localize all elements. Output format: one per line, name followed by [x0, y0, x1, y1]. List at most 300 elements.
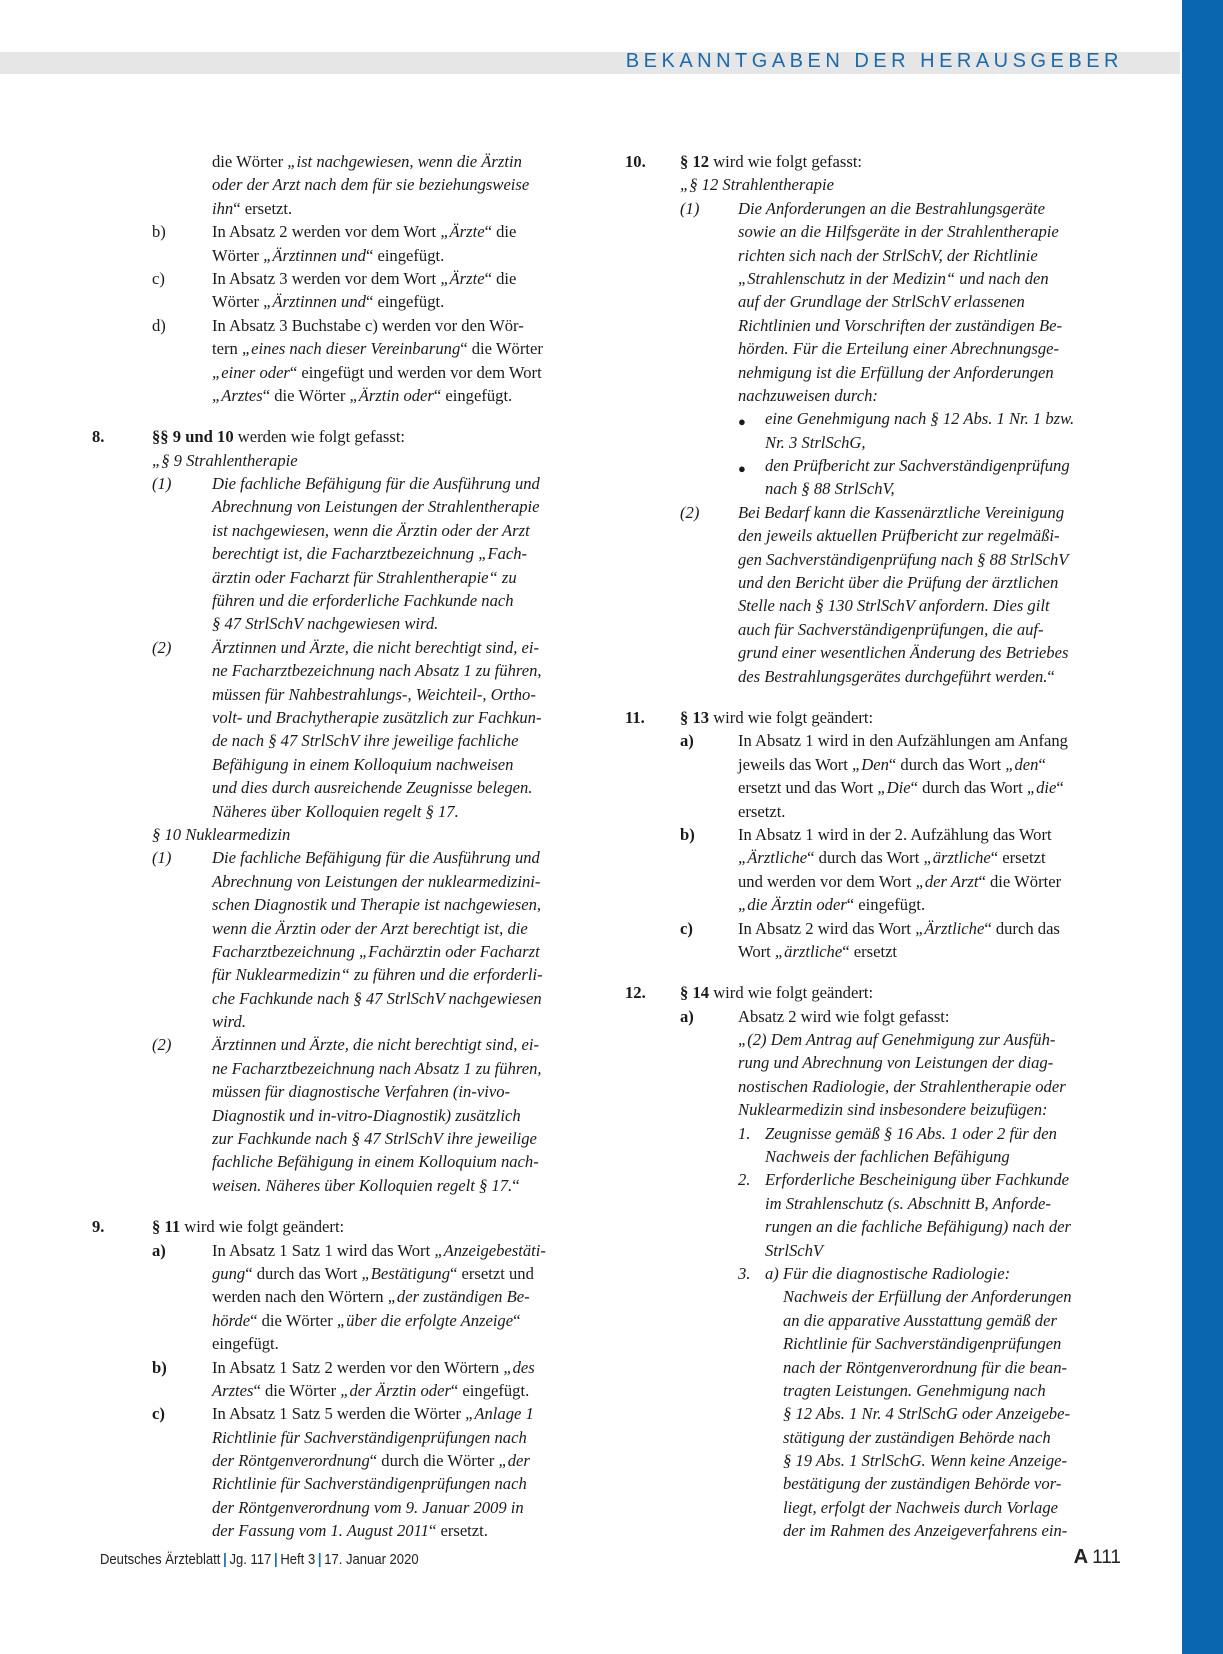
text-run: Richtlinien und Vorschriften der zuständigen Be-	[738, 315, 1062, 335]
text-run: bestätigung der zuständigen Behörde vor-	[783, 1474, 1062, 1494]
text-run: volt- und Brachytherapie zusätzlich zur Fachkun-	[212, 707, 542, 727]
text-line	[92, 729, 604, 752]
line-text	[738, 384, 878, 407]
line-text	[212, 1449, 530, 1472]
text-run: der im Rahmen des Anzeigeverfahrens ein-	[783, 1521, 1068, 1541]
text-run: “ ersetzt	[842, 941, 898, 961]
line-text	[212, 384, 512, 407]
text-run: berechtigt ist, die Facharztbezeichnung „Fach-	[212, 544, 528, 564]
line-text	[738, 1098, 1048, 1121]
line-text	[152, 823, 290, 846]
line-text	[783, 1332, 1061, 1355]
text-line	[92, 1472, 604, 1495]
text-run: Zeugnisse gemäß § 16 Abs. 1 oder 2 für den	[765, 1123, 1057, 1143]
line-text	[738, 501, 1064, 524]
line-text	[212, 706, 542, 729]
text-line	[92, 1496, 604, 1519]
line-text	[212, 589, 514, 612]
text-run: ersetzt.	[738, 801, 786, 821]
text-run: rung und Abrechnung von Leistungen der diag-	[738, 1053, 1054, 1073]
text-run: Näheres über Kolloquien regelt § 17.	[212, 801, 459, 821]
text-run: nach der Röntgenverordnung für die bean-	[783, 1357, 1068, 1377]
line-text	[212, 1356, 535, 1379]
text-run: § 11	[152, 1217, 181, 1237]
text-run: wird wie folgt gefasst:	[709, 152, 863, 171]
line-text	[212, 1285, 530, 1308]
text-line	[625, 501, 1137, 524]
text-run: wird wie folgt geändert:	[709, 707, 874, 727]
line-text	[212, 495, 540, 518]
text-line	[92, 1127, 604, 1150]
list-marker: (1)	[152, 848, 172, 868]
text-line	[625, 940, 1137, 963]
line-text	[212, 1150, 539, 1173]
text-line	[92, 1262, 604, 1285]
line-text	[212, 542, 527, 565]
text-line	[625, 1005, 1137, 1028]
text-run: “ durch das Wort	[888, 754, 1006, 774]
line-text	[738, 571, 1058, 594]
line-text	[212, 893, 541, 916]
separator: |	[317, 1552, 322, 1568]
text-line	[625, 981, 1137, 1004]
section-title: BEKANNTGABEN DER HERAUSGEBER	[625, 50, 1123, 72]
line-text	[212, 519, 530, 542]
list-marker: 12.	[625, 983, 646, 1003]
list-marker: c)	[680, 918, 693, 938]
text-run: In Absatz 1 wird in den Aufzählungen am Anfang	[738, 731, 1068, 751]
line-text	[212, 846, 540, 869]
text-run: fachliche Befähigung in einem Kolloquium nach-	[212, 1152, 539, 1172]
text-run: “	[512, 1175, 520, 1195]
text-line	[625, 197, 1137, 220]
line-text	[738, 314, 1062, 337]
text-run: für Nuklearmedizin“ zu führen und die erforderli-	[212, 965, 543, 985]
text-line	[625, 524, 1137, 547]
text-run: gung	[212, 1263, 246, 1283]
line-text	[738, 361, 1054, 384]
line-text	[738, 665, 1055, 688]
list-marker: (2)	[152, 1035, 172, 1055]
text-line	[625, 384, 1137, 407]
text-line	[625, 893, 1137, 916]
text-run: “ durch das Wort	[910, 778, 1027, 798]
line-text	[783, 1449, 1067, 1472]
line-text	[212, 729, 518, 752]
line-text	[212, 987, 542, 1010]
list-marker: (1)	[680, 198, 700, 218]
text-run: In Absatz 3 Buchstabe c) werden vor den Wör-	[212, 315, 524, 335]
line-text	[738, 337, 1059, 360]
text-run: “	[1038, 754, 1046, 774]
text-line	[92, 1215, 604, 1238]
text-run: auch für Sachverständigenprüfungen, die auf-	[738, 619, 1044, 639]
text-line	[92, 636, 604, 659]
line-text	[738, 524, 1060, 547]
text-run: Richtlinie für Sachverständigenprüfungen nach	[212, 1427, 527, 1447]
line-text	[680, 150, 862, 173]
line-text	[738, 823, 1052, 846]
text-run: de nach § 47 StrlSchV ihre jeweilige fachliche	[212, 731, 519, 751]
line-text	[212, 290, 444, 313]
line-text	[212, 1104, 521, 1127]
text-run: nachzuweisen durch:	[738, 385, 878, 405]
text-line	[625, 1379, 1137, 1402]
line-text	[212, 1010, 246, 1033]
line-text	[212, 173, 529, 196]
text-run: nehmigung ist die Erfüllung der Anforderungen	[738, 362, 1054, 382]
separator: |	[274, 1552, 278, 1568]
separator: |	[223, 1552, 227, 1568]
text-line	[625, 150, 1137, 173]
text-line	[92, 519, 604, 542]
line-text	[783, 1356, 1067, 1379]
line-text	[783, 1519, 1067, 1542]
text-run: “ ersetzt und	[450, 1263, 534, 1283]
list-marker: 2.	[738, 1170, 751, 1190]
text-run: „Ärztinnen und	[263, 292, 366, 312]
text-run: “ durch das Wort	[807, 848, 924, 868]
line-text	[738, 244, 1038, 267]
text-run: „§ 9 Strahlentherapie	[152, 450, 298, 470]
text-run: Wörter	[212, 245, 264, 265]
text-run: müssen für Nahbestrahlungs-, Weichteil-, Ortho-	[212, 684, 536, 704]
text-run: rungen an die fachliche Befähigung) nach der	[765, 1217, 1071, 1237]
line-text	[212, 150, 522, 173]
text-run: Abrechnung von Leistungen der nuklearmedizini-	[212, 871, 541, 891]
list-marker: 11.	[625, 707, 645, 727]
text-run: „Anzeigebestäti-	[434, 1240, 546, 1260]
paragraph-gap	[92, 407, 604, 425]
text-line	[625, 1075, 1137, 1098]
line-text	[738, 800, 785, 823]
line-text	[212, 1262, 534, 1285]
line-text	[738, 1005, 950, 1028]
text-run: „§ 12 Strahlentherapie	[680, 175, 834, 195]
text-line	[625, 290, 1137, 313]
text-run: „der Arzt	[915, 871, 979, 891]
text-run: Ärztinnen und Ärzte, die nicht berechtigt sind, ei-	[212, 637, 540, 657]
text-line	[92, 1080, 604, 1103]
text-line	[625, 800, 1137, 823]
text-line	[625, 431, 1137, 454]
text-line	[92, 659, 604, 682]
line-text	[765, 1239, 823, 1262]
line-text	[738, 618, 1044, 641]
text-run: den jeweils aktuellen Prüfbericht zur regelmäßi-	[738, 526, 1060, 546]
text-run: der Röntgenverordnung	[212, 1451, 370, 1471]
text-run: “ die Wörter	[250, 1310, 337, 1330]
text-line	[625, 571, 1137, 594]
list-marker: 9.	[92, 1217, 105, 1237]
line-text	[680, 706, 873, 729]
text-run: grund einer wesentlichen Änderung des Betriebes	[738, 643, 1069, 663]
line-text	[738, 197, 1045, 220]
text-line	[625, 618, 1137, 641]
text-run: §§ 9 und 10	[152, 427, 234, 447]
text-run: Bei Bedarf kann die Kassenärztliche Vereinigung	[738, 502, 1065, 522]
text-run: „die Ärztin oder	[738, 895, 847, 915]
page-prefix: A	[1073, 1546, 1089, 1568]
line-text	[212, 1127, 537, 1150]
list-marker: 10.	[625, 152, 646, 171]
text-line	[92, 753, 604, 776]
text-line	[625, 1356, 1137, 1379]
text-run: schen Diagnostik und Therapie ist nachgewiesen,	[212, 895, 542, 915]
line-text	[212, 870, 540, 893]
text-run: „Ärztliche	[915, 918, 985, 938]
text-run: ne Facharztbezeichnung nach Absatz 1 zu führen,	[212, 661, 542, 681]
text-run: „ärztliche	[923, 848, 991, 868]
text-line	[625, 314, 1137, 337]
line-text	[212, 267, 516, 290]
text-line	[92, 472, 604, 495]
line-text	[212, 1080, 510, 1103]
line-text	[783, 1309, 1057, 1332]
line-text	[212, 314, 524, 337]
paragraph-gap	[625, 688, 1137, 706]
line-text	[783, 1285, 1072, 1308]
line-text	[765, 1192, 1051, 1215]
text-line	[625, 1449, 1137, 1472]
text-line	[625, 1496, 1137, 1519]
text-run: “ die Wörter	[253, 1380, 341, 1400]
line-text	[765, 1122, 1057, 1145]
text-run: § 47 StrlSchV nachgewiesen wird.	[212, 614, 439, 634]
text-run: der Fassung vom 1. August 2011	[212, 1521, 429, 1541]
text-run: „Ärzte	[440, 222, 485, 242]
text-run: oder der Arzt nach dem für sie beziehungsweise	[212, 175, 530, 195]
text-line	[92, 1285, 604, 1308]
line-text	[212, 1426, 527, 1449]
line-text	[765, 1168, 1069, 1191]
line-text	[212, 244, 444, 267]
line-text	[212, 636, 539, 659]
text-run: „ärztliche	[774, 941, 843, 961]
text-line	[625, 729, 1137, 752]
text-run: „Strahlenschutz in der Medizin“ und nach den	[738, 268, 1049, 288]
list-marker: d)	[152, 315, 166, 335]
text-run: und dies durch ausreichende Zeugnisse belegen.	[212, 778, 533, 798]
text-run: „Ärztin oder	[349, 385, 434, 405]
right-text-column	[625, 150, 1137, 1543]
line-text	[765, 454, 1070, 477]
text-run: Ärztinnen und Ärzte, die nicht berechtigt sind, ei-	[212, 1035, 540, 1055]
text-line	[625, 1402, 1137, 1425]
line-text	[212, 659, 542, 682]
text-line	[625, 1192, 1137, 1215]
text-run: “ ersetzt.	[428, 1521, 488, 1541]
line-text	[212, 917, 528, 940]
text-run: auf der Grundlage der StrlSchV erlassenen	[738, 292, 1025, 312]
text-line	[625, 1215, 1137, 1238]
text-line	[92, 449, 604, 472]
text-run: In Absatz 2 wird das Wort	[738, 918, 916, 938]
line-text	[738, 548, 1068, 571]
text-line	[625, 267, 1137, 290]
text-run: wird.	[212, 1012, 246, 1032]
text-line	[625, 665, 1137, 688]
line-text	[765, 477, 895, 500]
text-run: Wörter	[212, 292, 264, 312]
text-line	[625, 917, 1137, 940]
list-marker: b)	[152, 222, 166, 242]
text-run: ärztin oder Facharzt für Strahlentherapie“ zu	[212, 567, 517, 587]
text-run: Die Anforderungen an die Bestrahlungsgeräte	[738, 198, 1045, 218]
text-line	[625, 407, 1137, 430]
list-marker: 1.	[738, 1123, 751, 1143]
line-text	[738, 1075, 1066, 1098]
text-run: tern	[212, 339, 242, 359]
list-marker: b)	[152, 1357, 167, 1377]
text-run: Arztes	[212, 1380, 254, 1400]
text-run: „Anlage 1	[465, 1404, 534, 1424]
line-text	[738, 940, 897, 963]
text-line	[92, 1033, 604, 1056]
text-run: “ eingefügt.	[846, 895, 926, 915]
text-line	[625, 1028, 1137, 1051]
text-line	[92, 425, 604, 448]
line-text	[212, 612, 438, 635]
line-text	[212, 753, 513, 776]
text-run: In Absatz 1 Satz 5 werden die Wörter	[212, 1404, 466, 1424]
text-run: Befähigung in einem Kolloquium nachweisen	[212, 754, 514, 774]
text-run: stätigung der zuständigen Behörde nach	[783, 1427, 1051, 1447]
text-run: “ die	[484, 268, 517, 288]
text-line	[92, 823, 604, 846]
text-line	[92, 150, 604, 173]
text-line	[625, 1262, 1137, 1285]
line-text	[212, 1519, 488, 1542]
text-line	[625, 1239, 1137, 1262]
line-text	[783, 1426, 1051, 1449]
text-run: „Ärzte	[440, 268, 485, 288]
text-run: “	[1047, 666, 1055, 686]
text-line	[625, 641, 1137, 664]
text-line	[92, 495, 604, 518]
text-run: „Ärztliche	[738, 848, 808, 868]
text-run: wird wie folgt geändert:	[709, 983, 874, 1003]
list-marker: c)	[152, 1404, 165, 1424]
line-text	[680, 173, 834, 196]
line-text	[765, 407, 1074, 430]
text-run: „der zuständigen Be-	[387, 1287, 530, 1307]
list-marker: ●	[738, 461, 746, 477]
line-text	[212, 1402, 534, 1425]
text-line	[625, 753, 1137, 776]
list-marker: b)	[680, 824, 695, 844]
text-run: § 14	[680, 983, 710, 1003]
list-marker: (2)	[680, 502, 700, 522]
line-text	[783, 1379, 1046, 1402]
line-text	[738, 776, 1064, 799]
text-line	[625, 1285, 1137, 1308]
list-marker: (2)	[152, 637, 172, 657]
paragraph-gap	[625, 963, 1137, 981]
line-text	[738, 594, 1050, 617]
text-line	[92, 1449, 604, 1472]
text-line	[92, 1519, 604, 1542]
line-text	[212, 220, 516, 243]
line-text	[738, 290, 1025, 313]
line-text	[738, 1028, 1055, 1051]
text-run: „die	[1026, 778, 1057, 798]
line-text	[783, 1472, 1061, 1495]
text-run: „Bestätigung	[361, 1263, 451, 1283]
text-run: “ durch das Wort	[245, 1263, 362, 1283]
text-line	[625, 1051, 1137, 1074]
text-line	[625, 594, 1137, 617]
line-text	[783, 1496, 1058, 1519]
text-run: “ eingefügt.	[365, 245, 445, 265]
text-run: Die fachliche Befähigung für die Ausführung und	[212, 848, 540, 868]
text-run: tragten Leistungen. Genehmigung nach	[783, 1380, 1046, 1400]
text-run: “ ersetzt	[990, 848, 1046, 868]
text-run: Nachweis der Erfüllung der Anforderungen	[783, 1287, 1072, 1307]
text-run: “ eingefügt und werden vor dem Wort	[289, 362, 542, 382]
text-run: eine Genehmigung nach § 12 Abs. 1 Nr. 1 bzw.	[765, 409, 1075, 429]
list-marker: a)	[152, 1240, 166, 1260]
text-run: “ durch das	[984, 918, 1060, 938]
text-line	[92, 1239, 604, 1262]
paragraph-gap	[92, 1197, 604, 1215]
line-text	[738, 729, 1068, 752]
text-run: an die apparative Ausstattung gemäß der	[783, 1310, 1057, 1330]
text-run: „den	[1005, 754, 1039, 774]
text-line	[625, 477, 1137, 500]
text-line	[92, 197, 604, 220]
text-line	[625, 1145, 1137, 1168]
text-run: § 10 Nuklearmedizin	[152, 824, 291, 844]
journal-issue: Heft 3	[280, 1552, 316, 1568]
text-line	[625, 1098, 1137, 1121]
text-line	[92, 940, 604, 963]
text-run: ihn	[212, 198, 234, 218]
text-run: ersetzt und das Wort	[738, 778, 878, 798]
line-text	[738, 917, 1060, 940]
text-line	[625, 361, 1137, 384]
page-number	[1074, 1546, 1121, 1569]
text-run: die Wörter	[212, 152, 288, 171]
line-text	[212, 800, 459, 823]
text-run: Nr. 3 StrlSchG,	[765, 432, 866, 452]
journal-date: 17. Januar 2020	[324, 1552, 419, 1568]
text-run: „des	[503, 1357, 535, 1377]
text-line	[92, 776, 604, 799]
footer-citation	[100, 1552, 419, 1568]
text-run: ne Facharztbezeichnung nach Absatz 1 zu führen,	[212, 1058, 542, 1078]
text-line	[92, 1426, 604, 1449]
text-line	[625, 1168, 1137, 1191]
text-line	[92, 1010, 604, 1033]
text-run: “	[513, 1310, 521, 1330]
line-text	[765, 1215, 1071, 1238]
text-run: “ eingefügt.	[433, 385, 513, 405]
text-run: a) Für die diagnostische Radiologie:	[765, 1263, 1011, 1283]
text-line	[92, 1379, 604, 1402]
text-run: nach § 88 StrlSchV,	[765, 479, 895, 499]
text-run: “ eingefügt.	[365, 292, 445, 312]
text-line	[625, 1426, 1137, 1449]
text-run: werden nach den Wörtern	[212, 1287, 388, 1307]
line-text	[212, 1033, 539, 1056]
line-text	[212, 472, 540, 495]
journal-name: Deutsches Ärzteblatt	[100, 1552, 221, 1568]
list-marker: 3.	[738, 1263, 751, 1283]
text-run: “ die	[484, 222, 517, 242]
text-line	[92, 893, 604, 916]
text-run: sowie an die Hilfsgeräte in der Strahlentherapie	[738, 222, 1059, 242]
